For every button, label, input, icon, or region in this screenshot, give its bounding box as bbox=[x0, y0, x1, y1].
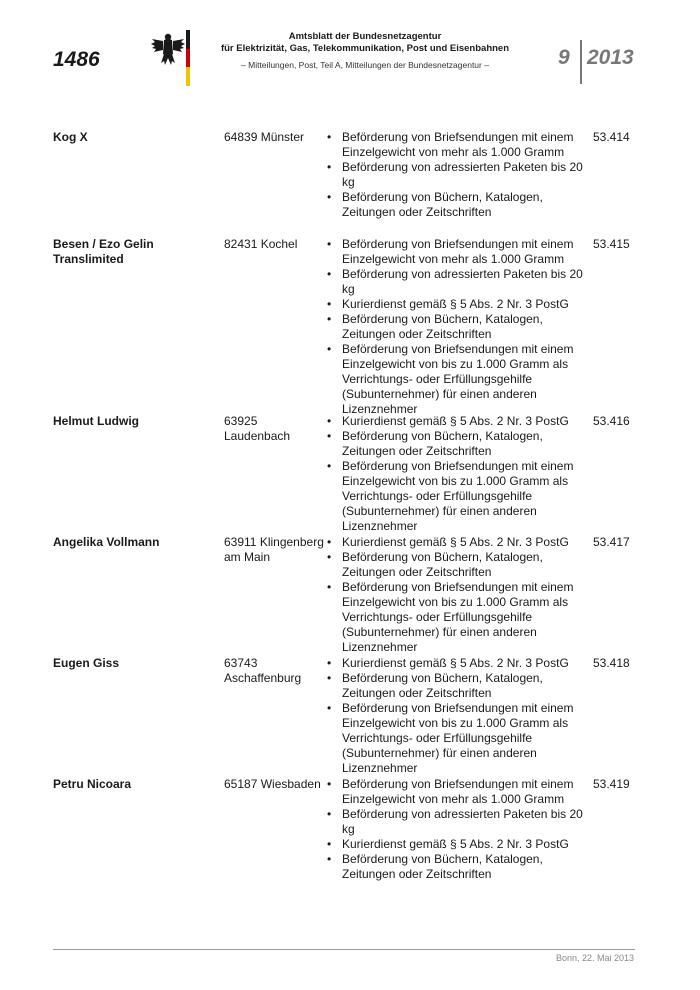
licensee-name: Helmut Ludwig bbox=[53, 414, 139, 428]
service-item: • Beförderung von Briefsendungen mit einem Einzelgewicht von bis zu 1.000 Gramm als Verrichtungs- oder Erfüllungsgehilfe (Subunternehmer) für einen anderen Lizenznehmer bbox=[325, 701, 587, 776]
licensee-name: Petru Nicoara bbox=[53, 777, 132, 791]
license-number: 53.415 bbox=[593, 237, 630, 251]
service-list bbox=[325, 130, 587, 220]
page-number: 1486 bbox=[53, 48, 100, 71]
service-list bbox=[325, 414, 587, 534]
service-list bbox=[325, 777, 587, 882]
licensee-name: Besen / Ezo Gelin Translimited bbox=[53, 237, 154, 266]
service-item: • Beförderung von Büchern, Katalogen, Zeitungen oder Zeitschriften bbox=[325, 550, 587, 580]
issue-year: 2013 bbox=[587, 46, 634, 69]
service-item: • Beförderung von Briefsendungen mit einem Einzelgewicht von mehr als 1.000 Gramm bbox=[325, 777, 587, 807]
service-item: • Beförderung von adressierten Paketen bis 20 kg bbox=[325, 160, 587, 190]
licensee-location: 65187 Wiesbaden bbox=[224, 777, 321, 791]
license-number: 53.414 bbox=[593, 130, 630, 144]
service-item: • Beförderung von Briefsendungen mit einem Einzelgewicht von bis zu 1.000 Gramm als Verrichtungs- oder Erfüllungsgehilfe (Subunternehmer) für einen anderen Lizenznehmer bbox=[325, 580, 587, 655]
publication-title: Amtsblatt der Bundesnetzagentur bbox=[288, 31, 442, 42]
service-item: • Kurierdienst gemäß § 5 Abs. 2 Nr. 3 PostG bbox=[325, 837, 587, 852]
service-item: • Beförderung von adressierten Paketen bis 20 kg bbox=[325, 807, 587, 837]
service-item: • Kurierdienst gemäß § 5 Abs. 2 Nr. 3 PostG bbox=[325, 414, 587, 429]
issue-number: 9 bbox=[558, 46, 570, 69]
service-item: • Beförderung von Büchern, Katalogen, Zeitungen oder Zeitschriften bbox=[325, 429, 587, 459]
service-list bbox=[325, 237, 587, 417]
flag-black-band bbox=[186, 30, 190, 49]
service-item: • Beförderung von adressierten Paketen bis 20 kg bbox=[325, 267, 587, 297]
service-item: • Beförderung von Büchern, Katalogen, Zeitungen oder Zeitschriften bbox=[325, 852, 587, 882]
footer-date: Bonn, 22. Mai 2013 bbox=[555, 953, 634, 963]
licensee-location: 63743 Aschaffenburg bbox=[224, 656, 302, 685]
service-item: • Beförderung von Briefsendungen mit einem Einzelgewicht von bis zu 1.000 Gramm als Verrichtungs- oder Erfüllungsgehilfe (Subunternehmer) für einen anderen Lizenznehmer bbox=[325, 342, 587, 417]
licensee-name: Angelika Vollmann bbox=[53, 535, 160, 549]
service-item: • Beförderung von Büchern, Katalogen, Zeitungen oder Zeitschriften bbox=[325, 671, 587, 701]
service-list bbox=[325, 656, 587, 776]
flag-stripe bbox=[186, 30, 190, 86]
service-item: • Beförderung von Büchern, Katalogen, Zeitungen oder Zeitschriften bbox=[325, 190, 587, 220]
service-item: • Beförderung von Briefsendungen mit einem Einzelgewicht von mehr als 1.000 Gramm bbox=[325, 130, 587, 160]
flag-red-band bbox=[186, 49, 190, 68]
service-item: • Beförderung von Briefsendungen mit einem Einzelgewicht von bis zu 1.000 Gramm als Verrichtungs- oder Erfüllungsgehilfe (Subunternehmer) für einen anderen Lizenznehmer bbox=[325, 459, 587, 534]
publication-subtitle: für Elektrizität, Gas, Telekommunikation, Post und Eisenbahnen bbox=[220, 43, 510, 54]
flag-gold-band bbox=[186, 67, 190, 86]
licensee-location: 63911 Klingenberg am Main bbox=[224, 535, 324, 564]
service-item: • Kurierdienst gemäß § 5 Abs. 2 Nr. 3 PostG bbox=[325, 656, 587, 671]
license-number: 53.417 bbox=[593, 535, 630, 549]
federal-eagle-icon bbox=[150, 30, 186, 68]
licensee-name: Kog X bbox=[53, 130, 88, 144]
license-number: 53.416 bbox=[593, 414, 630, 428]
issue-divider bbox=[580, 40, 582, 84]
licensee-name: Eugen Giss bbox=[53, 656, 120, 670]
section-caption: – Mitteilungen, Post, Teil A, Mitteilungen der Bundesnetzagentur – bbox=[241, 60, 489, 70]
license-number: 53.419 bbox=[593, 777, 630, 791]
footer-rule bbox=[53, 949, 635, 950]
license-number: 53.418 bbox=[593, 656, 630, 670]
service-item: • Beförderung von Briefsendungen mit einem Einzelgewicht von mehr als 1.000 Gramm bbox=[325, 237, 587, 267]
service-item: • Kurierdienst gemäß § 5 Abs. 2 Nr. 3 PostG bbox=[325, 535, 587, 550]
service-item: • Beförderung von Büchern, Katalogen, Zeitungen oder Zeitschriften bbox=[325, 312, 587, 342]
service-list bbox=[325, 535, 587, 655]
licensee-location: 82431 Kochel bbox=[224, 237, 298, 251]
service-item: • Kurierdienst gemäß § 5 Abs. 2 Nr. 3 PostG bbox=[325, 297, 587, 312]
licensee-location: 64839 Münster bbox=[224, 130, 305, 144]
licensee-location: 63925 Laudenbach bbox=[224, 414, 291, 443]
